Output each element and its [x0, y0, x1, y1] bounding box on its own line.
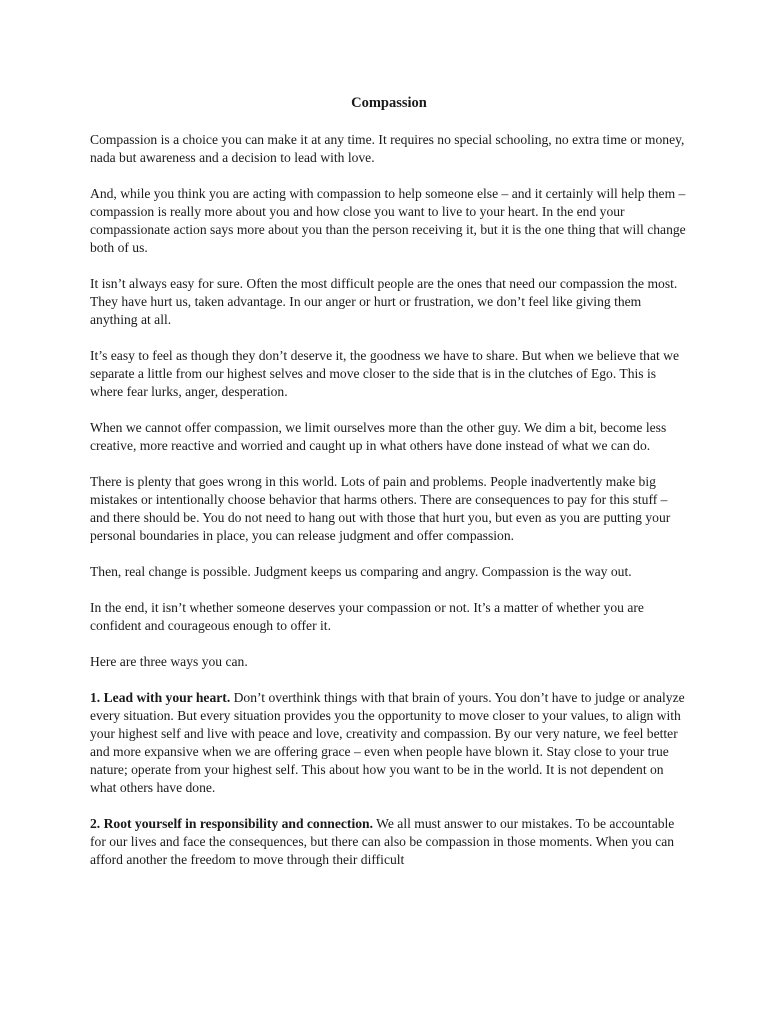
paragraph: And, while you think you are acting with compassion to help someone else – and it certainly will help them – compassion is really more about you and how close you want to live to your heart. In the end your compassionate action says more about you than the person receiving it, but it is the one thing that will change both of us.: [90, 186, 686, 255]
point-heading: 2. Root yourself in responsibility and connection.: [90, 816, 373, 831]
paragraph: Here are three ways you can.: [90, 654, 248, 669]
document-title: Compassion: [351, 95, 427, 111]
point-paragraph: [90, 689, 688, 797]
point-paragraph: [90, 815, 688, 869]
point-text: Don’t overthink things with that brain of yours. You don’t have to judge or analyze every situation. But every situation provides you the opportunity to move closer to your values, to align with your highest self and live with peace and love, creativity and compassion. By our very nature, we feel better and more expansive when we are offering grace – even when people have blown it. Stay close to your true nature; operate from your highest self. This about how you want to be in the world. It is not dependent on what others have done.: [90, 690, 685, 795]
paragraph: Then, real change is possible. Judgment keeps us comparing and angry. Compassion is the way out.: [90, 564, 632, 579]
paragraph: There is plenty that goes wrong in this world. Lots of pain and problems. People inadvertently make big mistakes or intentionally choose behavior that harms others. There are consequences to pay for this stuff – and there should be. You do not need to hang out with those that hurt you, but even as you are putting your personal boundaries in place, you can release judgment and offer compassion.: [90, 474, 671, 543]
document-page: [90, 93, 688, 887]
paragraph: Compassion is a choice you can make it at any time. It requires no special schooling, no extra time or money, nada but awareness and a decision to lead with love.: [90, 132, 685, 165]
point-text: We all must answer to our mistakes. To be accountable for our lives and face the consequences, but there can also be compassion in those moments. When you can afford another the freedom to move through their difficult: [90, 816, 675, 867]
point-heading: 1. Lead with your heart.: [90, 690, 231, 705]
paragraph: In the end, it isn’t whether someone deserves your compassion or not. It’s a matter of whether you are confident and courageous enough to offer it.: [90, 600, 644, 633]
paragraph: When we cannot offer compassion, we limit ourselves more than the other guy. We dim a bit, become less creative, more reactive and worried and caught up in what others have done instead of what we can do.: [90, 420, 667, 453]
paragraph: It’s easy to feel as though they don’t deserve it, the goodness we have to share. But when we believe that we separate a little from our highest selves and move closer to the side that is in the clutches of Ego. This is where fear lurks, anger, desperation.: [90, 348, 680, 399]
paragraph: It isn’t always easy for sure. Often the most difficult people are the ones that need our compassion the most. They have hurt us, taken advantage. In our anger or hurt or frustration, we don’t feel like giving them anything at all.: [90, 276, 678, 327]
